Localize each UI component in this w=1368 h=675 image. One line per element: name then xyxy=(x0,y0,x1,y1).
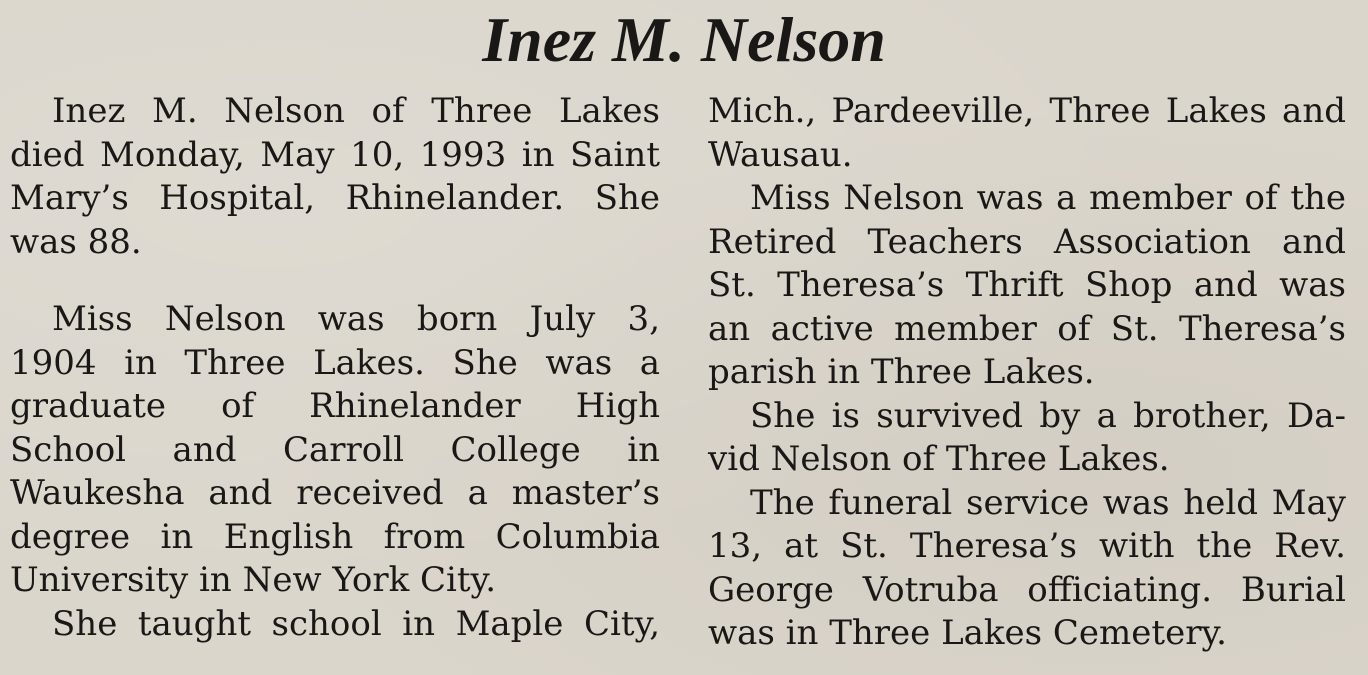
paragraph-teaching xyxy=(10,603,660,647)
text-line: She is survived by a brother, Da- xyxy=(750,395,1346,436)
text-line: The funeral service was held May xyxy=(750,482,1346,523)
text-line: was in Three Lakes Cemetery. xyxy=(708,613,1227,653)
paragraph-biography xyxy=(10,298,660,603)
paragraph-death-notice xyxy=(10,90,660,264)
text-line: Retired Teachers Association and xyxy=(708,221,1346,262)
text-line: 13, at St. Theresa’s with the Rev. xyxy=(708,526,1346,566)
paragraph-memberships xyxy=(708,177,1346,395)
text-line: Inez M. Nelson of Three Lakes xyxy=(52,91,660,131)
text-line: parish in Three Lakes. xyxy=(708,352,1095,392)
text-line: Miss Nelson was a member of the xyxy=(750,178,1346,218)
text-line: died Monday, May 10, 1993 in Saint xyxy=(10,134,660,175)
text-line: University in New York City. xyxy=(10,560,497,600)
text-line: Waukesha and received a master’s xyxy=(10,473,660,513)
text-line: vid Nelson of Three Lakes. xyxy=(708,439,1170,479)
text-line: Mich., Pardeeville, Three Lakes and xyxy=(708,91,1346,131)
paragraph-funeral xyxy=(708,482,1346,656)
text-line: an active member of St. Theresa’s xyxy=(708,308,1346,349)
headline: Inez M. Nelson xyxy=(482,4,886,75)
text-line: 1904 in Three Lakes. She was a xyxy=(10,342,660,383)
text-line: graduate of Rhinelander High xyxy=(10,386,660,426)
text-line: was 88. xyxy=(10,221,142,262)
text-line: degree in English from Columbia xyxy=(10,516,660,557)
text-line: St. Theresa’s Thrift Shop and was xyxy=(708,265,1346,305)
text-line: She taught school in Maple City, xyxy=(52,603,660,644)
text-line: Mary’s Hospital, Rhinelander. She xyxy=(10,178,660,218)
left-column xyxy=(10,90,660,646)
text-line: George Votruba officiating. Burial xyxy=(708,569,1346,610)
paragraph-gap xyxy=(10,264,660,298)
paragraph-survivors xyxy=(708,395,1346,482)
paragraph-teaching-continued xyxy=(708,90,1346,177)
text-line: Wausau. xyxy=(708,134,853,175)
right-column xyxy=(708,90,1346,656)
text-line: Miss Nelson was born July 3, xyxy=(52,299,660,339)
text-line: School and Carroll College in xyxy=(10,429,660,470)
